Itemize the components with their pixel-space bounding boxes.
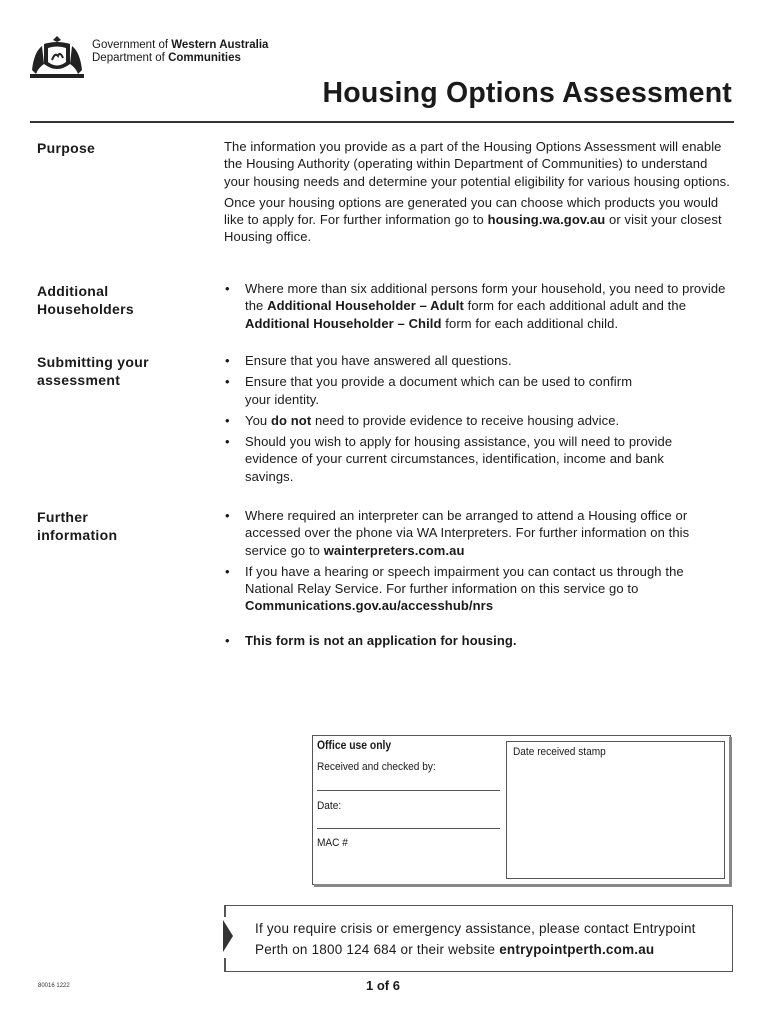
additional-householders-text xyxy=(224,280,734,336)
wa-government-crest-icon xyxy=(28,34,86,80)
list-item: • You do not need to provide evidence to receive housing advice. xyxy=(224,412,734,429)
date-received-stamp-label: Date received stamp xyxy=(513,746,606,758)
form-code: 80016 1222 xyxy=(38,983,70,989)
title-divider xyxy=(30,121,734,123)
purpose-text xyxy=(224,138,734,246)
submitting-label: Submitting your assessment xyxy=(37,354,149,388)
government-name: Government of Western Australia xyxy=(92,39,269,51)
nrs-link[interactable]: Communications.gov.au/accesshub/nrs xyxy=(245,598,494,614)
received-checked-field[interactable] xyxy=(317,790,500,791)
purpose-label: Purpose xyxy=(37,140,96,156)
purpose-paragraph-1: The information you provide as a part of the Housing Options Assessment will enable the Housing Authority (operating within Department of Communities) to understand your housing needs and determine your potential eligibility for various housing options. xyxy=(224,139,730,189)
additional-householders-label: Additional Householders xyxy=(37,283,134,317)
page-title: Housing Options Assessment xyxy=(322,77,732,109)
further-information-text xyxy=(224,507,734,653)
date-field[interactable] xyxy=(317,828,500,829)
list-item: • This form is not an application for housing. xyxy=(224,632,734,649)
date-received-stamp-box xyxy=(506,741,725,879)
office-box-shadow xyxy=(729,737,732,887)
list-item: • Ensure that you provide a document which can be used to confirm your identity. xyxy=(224,373,734,408)
list-item: • Ensure that you have answered all questions. xyxy=(224,352,734,369)
mac-label: MAC # xyxy=(317,837,348,849)
crisis-box-edge xyxy=(224,905,226,917)
arrow-right-icon xyxy=(223,920,233,952)
list-item: • Should you wish to apply for housing assistance, you will need to provide evidence of your current circumstances, identification, income and bank savings. xyxy=(224,433,734,485)
office-use-title: Office use only xyxy=(317,740,392,752)
date-label: Date: xyxy=(317,800,342,812)
interpreters-link[interactable]: wainterpreters.com.au xyxy=(323,542,465,558)
entrypoint-link[interactable]: entrypointperth.com.au xyxy=(499,942,655,957)
office-box-shadow xyxy=(314,884,732,887)
housing-link[interactable]: housing.wa.gov.au xyxy=(487,212,606,228)
list-item: • Where more than six additional persons form your household, you need to provide the Additional Householder – Adult form for each additional adult and the Additional Householder – Child form for each additional child. xyxy=(224,280,734,332)
department-name: Department of Communities xyxy=(92,52,241,64)
further-information-label: Further information xyxy=(37,509,118,543)
list-item: • Where required an interpreter can be arranged to attend a Housing office or accessed over the phone via WA Interpreters. For further information on this service go to wainterpreters.com.au xyxy=(224,507,734,559)
purpose-paragraph-2: Once your housing options are generated you can choose which products you would like to apply for. For further information go to housing.wa.gov.au or visit your closest Housing office. xyxy=(224,194,722,245)
submitting-text xyxy=(224,352,734,489)
received-checked-label: Received and checked by: xyxy=(317,761,436,773)
crisis-assistance-text: If you require crisis or emergency assistance, please contact Entrypoint Perth on 1800 124 684 or their website entrypointperth.com.au xyxy=(255,921,696,957)
list-item: • If you have a hearing or speech impairment you can contact us through the National Relay Service. For further information on this service go to Communications.gov.au/accesshub/nrs xyxy=(224,563,734,615)
crisis-box-edge xyxy=(224,958,226,972)
page-number: 1 of 6 xyxy=(366,978,400,993)
